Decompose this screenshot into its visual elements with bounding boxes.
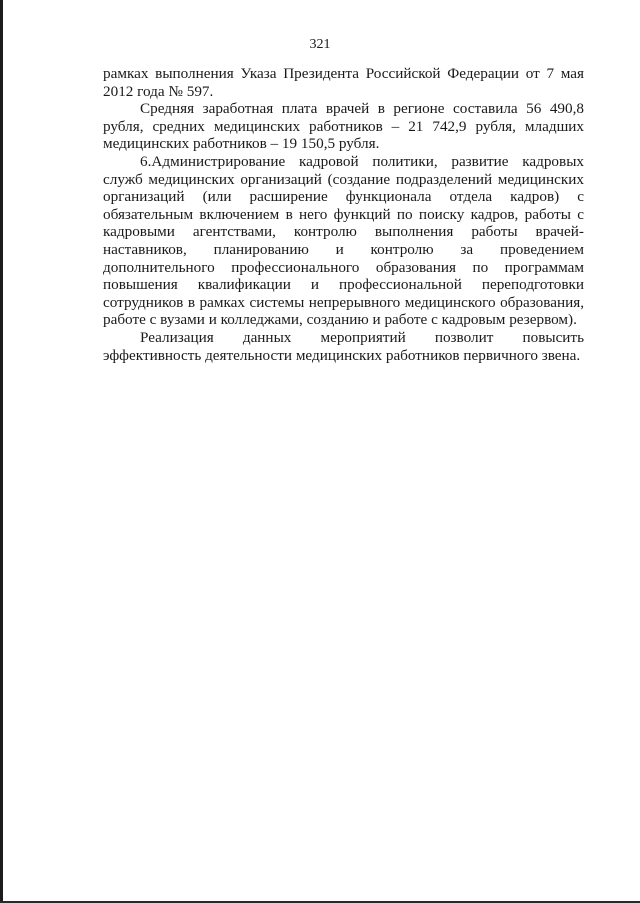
document-body — [103, 65, 584, 364]
paragraph-hr-policy: 6.Администрирование кадровой политики, развитие кадровых служб медицинских организаций (создание подразделений медицинских организаций (или расширение функционала отдела кадров) с обязательным включением в него функций по поиску кадров, работы с кадровыми агентствами, контролю выполнения работы врачей-наставников, планированию и контролю за проведением дополнительного профессионального образования по программам повышения квалификации и профессиональной переподготовки сотрудников в рамках системы непрерывного медицинского образования, работе с вузами и колледжами, созданию и работе с кадровым резервом). — [103, 152, 584, 329]
page-number: 321 — [309, 37, 331, 52]
scan-edge-left — [0, 0, 3, 903]
paragraph-conclusion: Реализация данных мероприятий позволит повысить эффективность деятельности медицинских работников первичного звена. — [103, 328, 584, 364]
paragraph-salary: Средняя заработная плата врачей в регионе составила 56 490,8 рубля, средних медицинских работников – 21 742,9 рубля, младших медицинских работников – 19 150,5 рубля. — [103, 100, 584, 153]
paragraph-decree-continuation: рамках выполнения Указа Президента Российской Федерации от 7 мая 2012 года № 597. — [103, 65, 584, 100]
